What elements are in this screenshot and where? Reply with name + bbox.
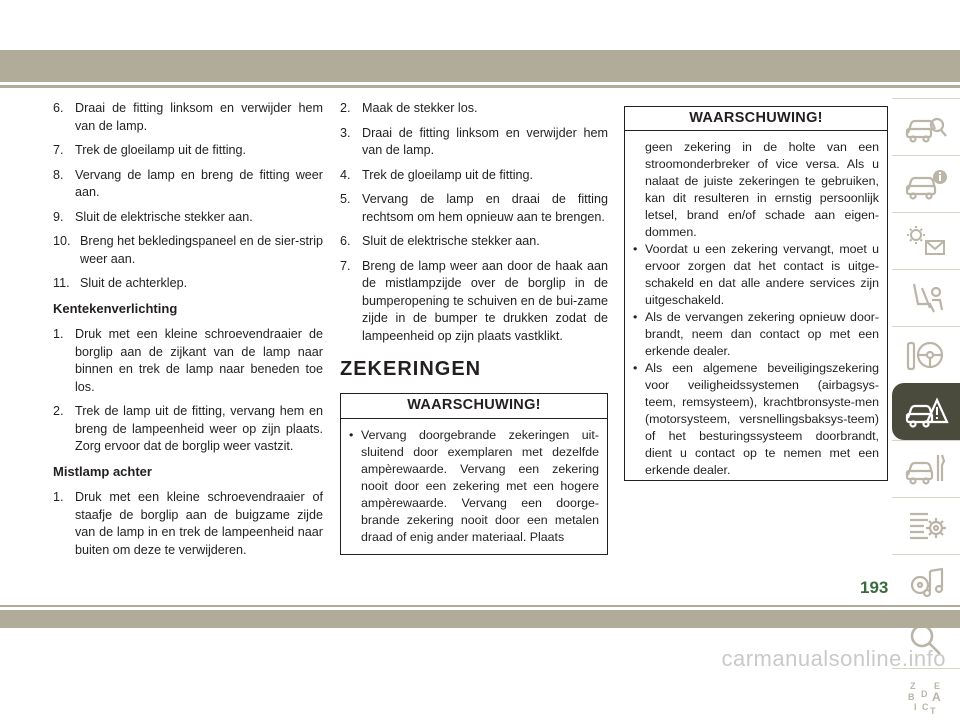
car-emergency-icon	[904, 394, 948, 430]
step-number: 9.	[53, 209, 64, 224]
step-number: 5.	[340, 192, 351, 206]
step-text: Vervang de lamp en draai de fitting rechtsom om hem opnieuw aan te brengen.	[362, 192, 608, 224]
steps-list-fog	[53, 489, 323, 559]
step-number: 6.	[340, 234, 351, 248]
step-text: Maak de stekker los.	[362, 101, 478, 115]
list-item	[53, 326, 323, 396]
tab-safety[interactable]	[892, 269, 960, 326]
step-text: Trek de gloeilamp uit de fitting.	[75, 143, 247, 157]
page-number: 193	[860, 578, 889, 597]
step-text: Trek de lamp uit de fitting, vervang hem en breng de lampeenheid weer op zijn plaats. Zorg ervoor dat de borglip weer vastzit.	[75, 404, 323, 453]
index-letter: I	[914, 702, 917, 712]
step-number: 8.	[53, 167, 64, 182]
index-letter: D	[921, 689, 928, 699]
steps-list-license	[53, 326, 323, 456]
steering-wheel-icon	[904, 337, 948, 373]
list-item	[53, 167, 323, 202]
warning-bullet: • Als een algemene beveiligingszekering voor veiligheidssystemen (airbagsys-teem, remsysteem), krachtbronsyste-men (motorsysteem, versnellingsbaksys-teem) of het besturingssysteem doorbrandt, dient u contact op te nemen met een erkende dealer.	[633, 361, 879, 477]
heading-rear-fog-lamp: Mistlamp achter	[53, 463, 152, 479]
step-text: Breng de lamp weer aan door de haak aan de mistlampzijde over de borglip in de bumperopening te schuiven en de bui-zame zijde in de bumper te drukken zodat de lampeenheid op zijn plaats vastklikt.	[362, 258, 608, 343]
specifications-gear-icon	[904, 508, 948, 544]
section-title-fuses: ZEKERINGEN	[340, 358, 482, 380]
step-text: Breng het bekledingspaneel en de sier-strip weer aan.	[80, 234, 323, 266]
step-number: 7.	[340, 258, 351, 273]
step-text: Sluit de elektrische stekker aan.	[362, 234, 540, 248]
index-letter: Z	[910, 681, 916, 691]
column-middle	[340, 100, 608, 555]
warning-title: WAARSCHUWING!	[341, 394, 607, 420]
index-letter: E	[934, 681, 941, 691]
step-text: Draai de fitting linksom en verwijder hem van de lamp.	[362, 125, 608, 157]
list-item	[340, 233, 608, 251]
multimedia-icon	[904, 565, 948, 601]
tab-car-search[interactable]	[892, 98, 960, 155]
step-text: Vervang de lamp en breng de fitting weer aan.	[75, 167, 323, 199]
tab-car-info[interactable]	[892, 155, 960, 212]
step-number: 2.	[53, 404, 64, 418]
car-info-icon	[904, 166, 948, 202]
warning-bullet: • Vervang doorgebrande zekeringen uit-sluitend door exemplaren met dezelfde ampèrewaarde. Vervang een zekering nooit door een zekering met een hogere ampèrewaarde. Vervang een doorge-brande zekering nooit door een metalen draad of enig ander materiaal. Plaats	[349, 428, 599, 544]
bottom-decorative-band	[0, 610, 960, 628]
step-text: Druk met een kleine schroevendraaier of staafje de borglip aan de buigzame zijde van de lamp in en trek de lampeenheid naar buiten om deze te verwijderen.	[75, 490, 323, 557]
step-number: 1.	[53, 327, 64, 341]
list-item	[53, 209, 323, 227]
list-item	[340, 258, 608, 346]
watermark-text: carmanualsonline.info	[721, 646, 946, 671]
list-item	[53, 275, 323, 293]
warning-title: WAARSCHUWING!	[625, 107, 887, 131]
step-number: 2.	[340, 101, 351, 115]
step-text: Druk met een kleine schroevendraaier de borglip aan de zijkant van de lamp naar binnen en trek de lamp naar beneden toe los.	[75, 327, 323, 394]
list-item	[340, 191, 608, 226]
list-item	[340, 167, 608, 185]
tab-index[interactable]	[892, 668, 960, 725]
step-number: 10.	[53, 234, 71, 248]
tab-warning-lights[interactable]	[892, 212, 960, 269]
column-left	[53, 100, 323, 566]
tab-technical-specifications[interactable]	[892, 497, 960, 554]
warning-box-1	[340, 393, 608, 556]
car-tools-icon	[904, 451, 948, 487]
list-item	[340, 125, 608, 160]
steps-list-fog-continued	[340, 100, 608, 345]
tab-in-case-of-emergency[interactable]	[892, 383, 960, 440]
chapter-tabs	[892, 98, 960, 725]
car-search-icon	[904, 109, 948, 145]
safety-seat-icon	[904, 280, 948, 316]
step-number: 11.	[53, 276, 70, 290]
step-number: 1.	[53, 490, 64, 504]
list-item	[53, 403, 323, 456]
list-item	[53, 142, 323, 160]
index-letters-icon	[904, 679, 948, 715]
step-number: 3.	[340, 125, 351, 140]
warning-box-2	[624, 106, 888, 481]
step-text: Sluit de elektrische stekker aan.	[75, 209, 253, 224]
tab-starting-driving[interactable]	[892, 326, 960, 383]
tab-servicing[interactable]	[892, 440, 960, 497]
step-number: 6.	[53, 101, 64, 115]
tab-multimedia[interactable]	[892, 554, 960, 611]
step-text: Draai de fitting linksom en verwijder hem van de lamp.	[75, 101, 323, 133]
list-item	[53, 100, 323, 135]
step-text: Sluit de achterklep.	[80, 276, 188, 290]
index-letter: A	[932, 690, 941, 704]
warning-bullet: • Voordat u een zekering vervangt, moet u ervoor zorgen dat het contact is uitge-schakeld en dat alle andere services zijn uitgeschakeld.	[633, 242, 879, 307]
top-decorative-band	[0, 50, 960, 82]
index-letter: T	[930, 706, 936, 716]
step-text: Trek de gloeilamp uit de fitting.	[362, 167, 534, 182]
index-letter: B	[908, 692, 915, 702]
steps-list-rear-lamp	[53, 100, 323, 293]
step-number: 4.	[340, 167, 351, 182]
warning-light-message-icon	[904, 223, 948, 259]
index-letter: C	[922, 702, 929, 712]
list-item	[53, 233, 323, 268]
step-number: 7.	[53, 143, 64, 157]
warning-bullet: • Als de vervangen zekering opnieuw door-brandt, neem dan contact op met een erkende dealer.	[633, 310, 879, 358]
list-item	[340, 100, 608, 118]
warning-continuation: geen zekering in de holte van een stroomonderbreker of vice versa. Als u nalaat de juiste zekeringen te gebruiken, kan dit resulteren in ernstig persoonlijk letsel, brand en/of schade aan eigen-dommen.	[645, 140, 879, 239]
heading-license-plate-light: Kentekenverlichting	[53, 300, 178, 316]
list-item	[53, 489, 323, 559]
